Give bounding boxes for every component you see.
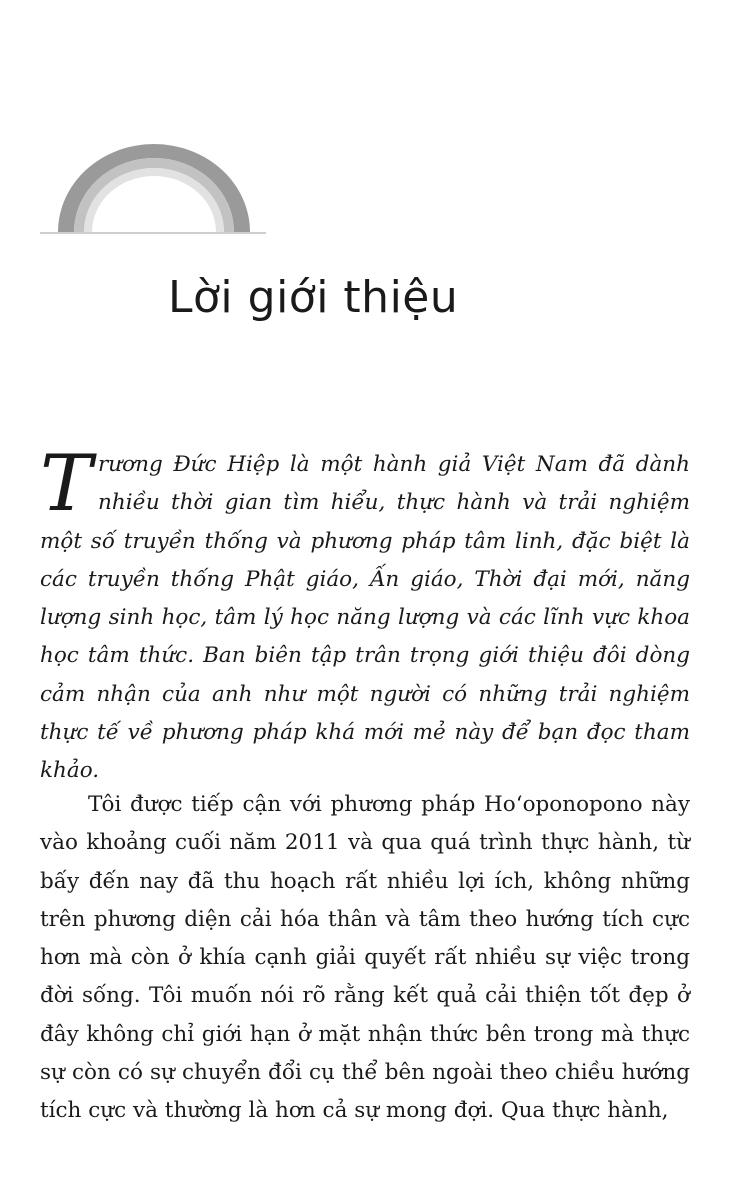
rainbow-arc-ornament: [40, 130, 266, 234]
body-paragraph: Tôi được tiếp cận với phương pháp Hoʻoponopono này vào khoảng cuối năm 2011 và qua quá trình thực hành, từ bấy đến nay đã thu hoạch rất nhiều lợi ích, không những trên phương diện cải hóa thân và tâm theo hướng tích cực hơn mà còn ở khía cạnh giải quyết rất nhiều sự việc trong đời sống. Tôi muốn nói rõ rằng kết quả cải thiện tốt đẹp ở đây không chỉ giới hạn ở mặt nhận thức bên trong mà thực sự còn có sự chuyển đổi cụ thể bên ngoài theo chiều hướng tích cực và thường là hơn cả sự mong đợi. Qua thực hành,: [40, 792, 690, 1124]
drop-cap: T: [40, 439, 93, 529]
intro-text: rương Đức Hiệp là một hành giả Việt Nam đã dành nhiều thời gian tìm hiểu, thực hành và trải nghiệm một số truyền thống và phương pháp tâm linh, đặc biệt là các truyền thống Phật giáo, Ấn giáo, Thời đại mới, năng lượng sinh học, tâm lý học năng lượng và các lĩnh vực khoa học tâm thức. Ban biên tập trân trọng giới thiệu đôi dòng cảm nhận của anh như một người có những trải nghiệm thực tế về phương pháp khá mới mẻ này để bạn đọc tham khảo.: [40, 452, 690, 784]
intro-paragraph: [40, 439, 690, 791]
chapter-title: Lời giới thiệu: [168, 272, 459, 323]
